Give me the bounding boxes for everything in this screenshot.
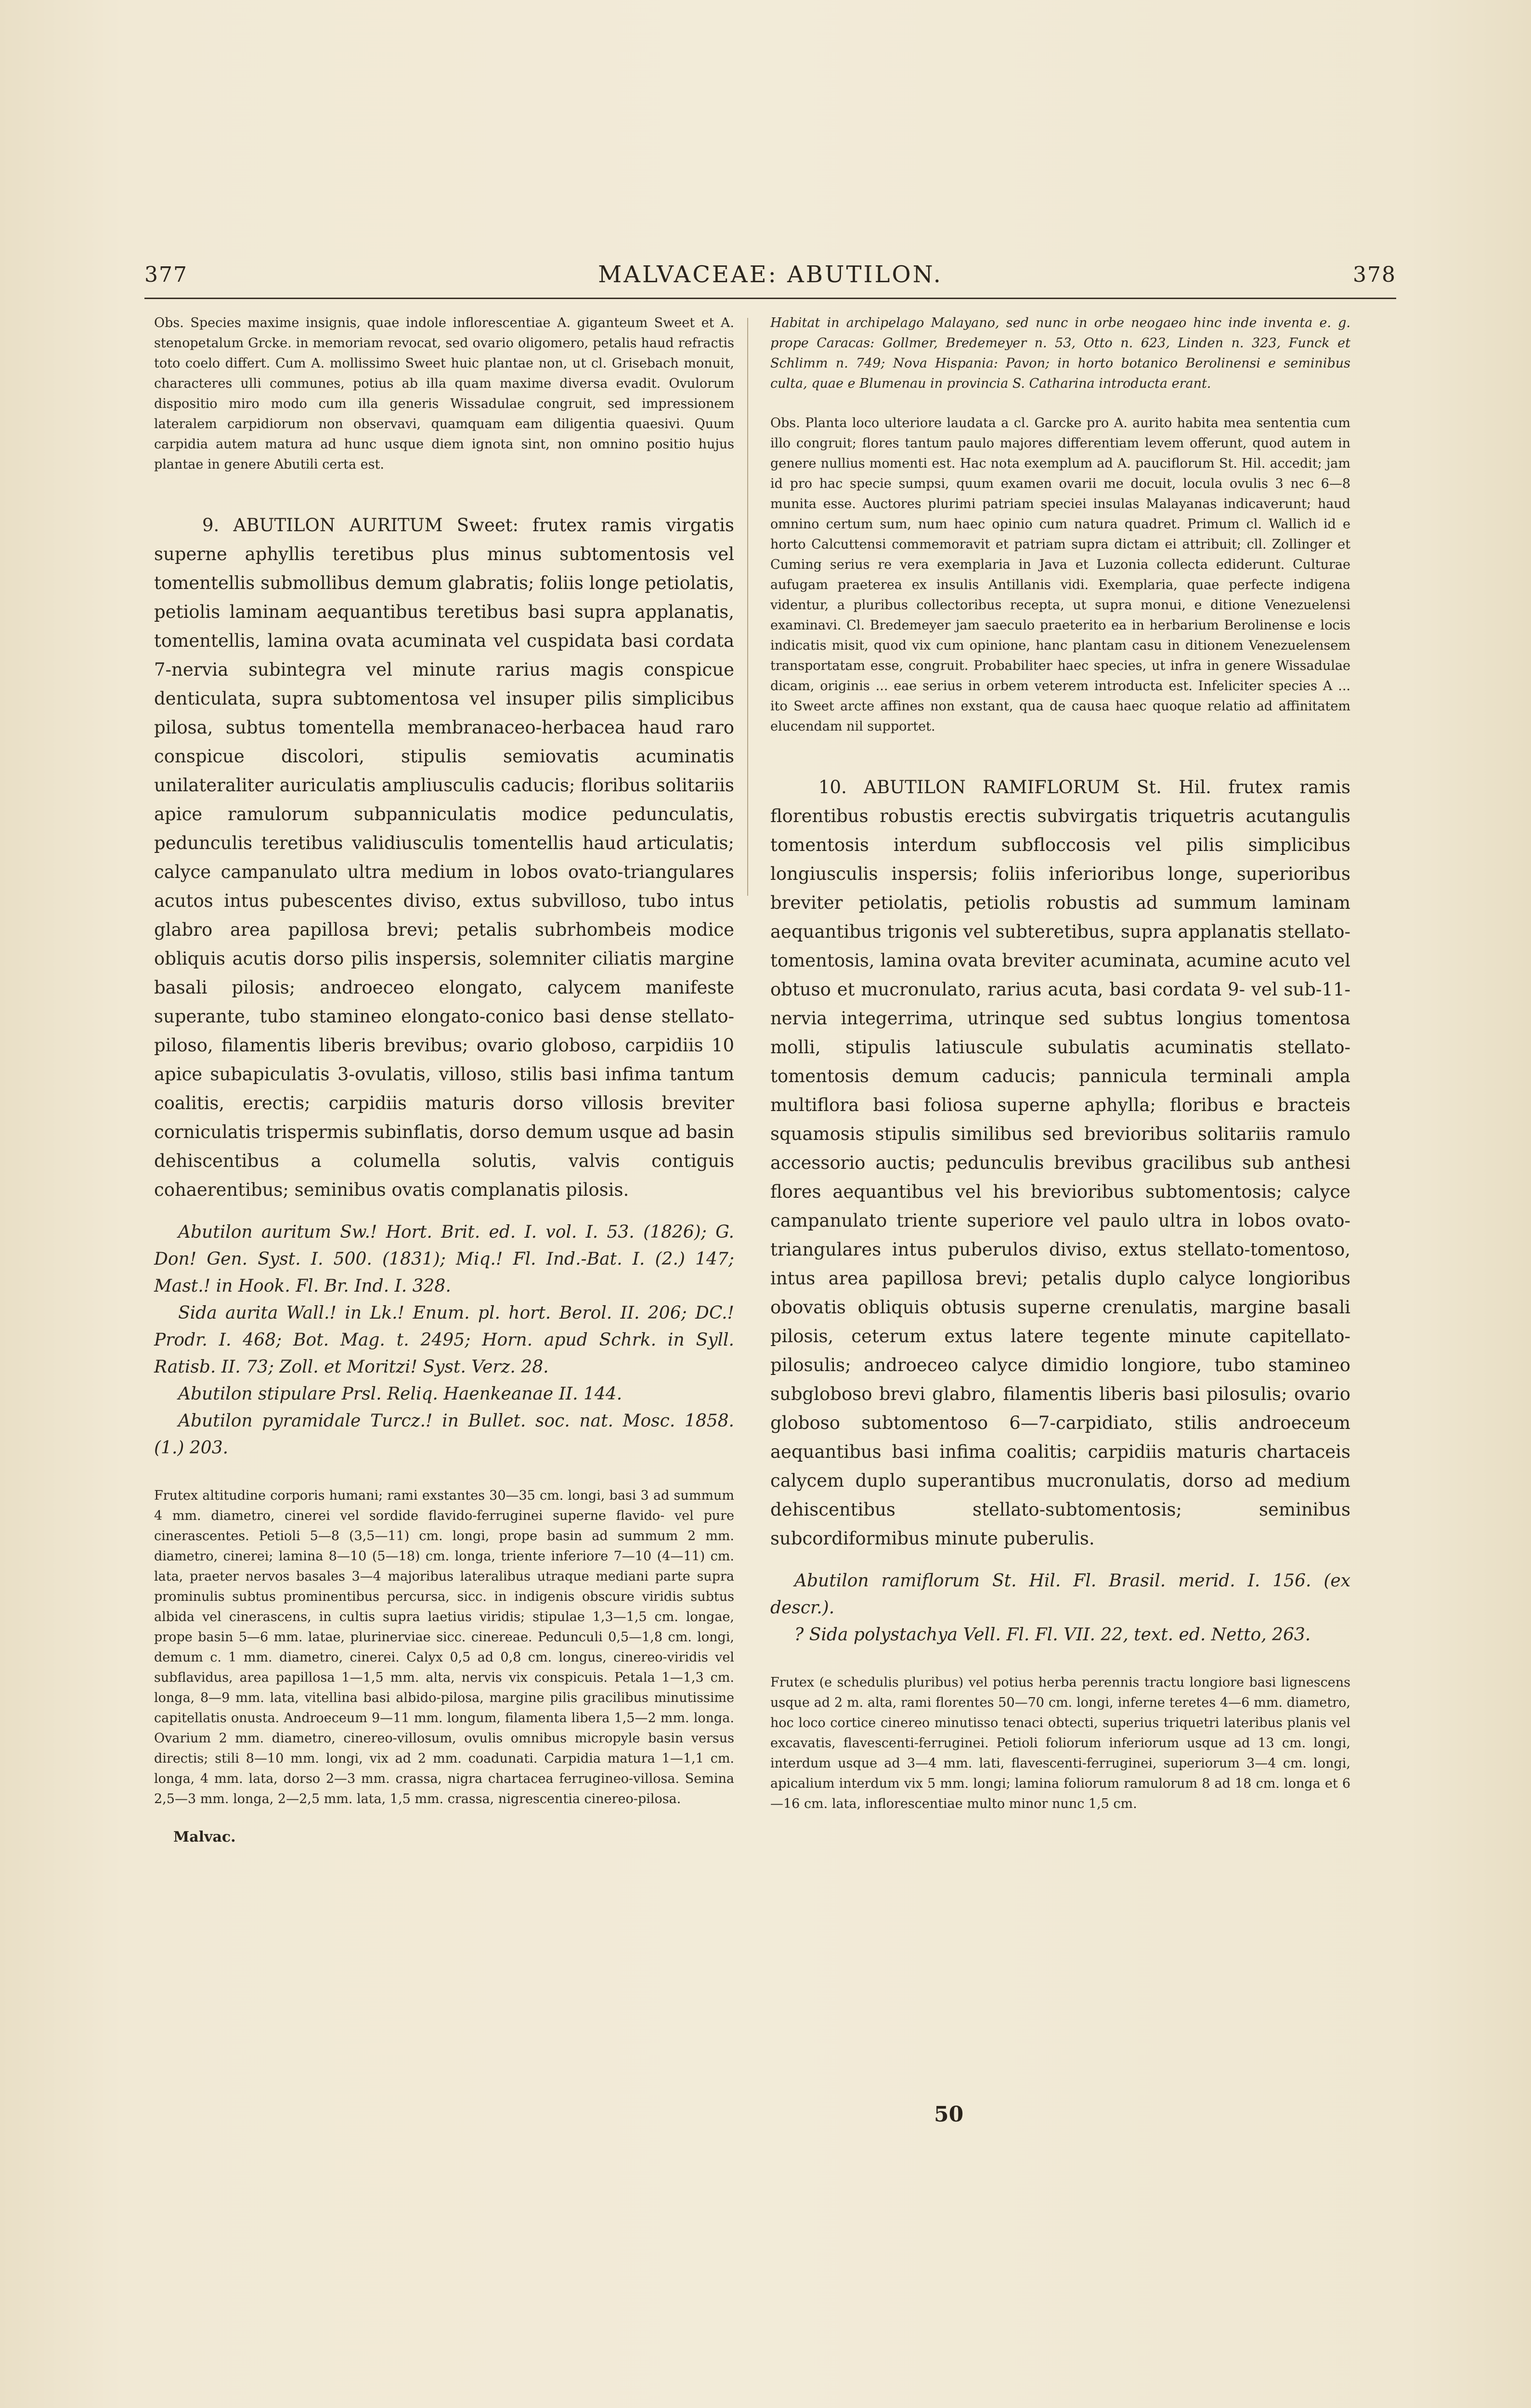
- left-column: [154, 313, 734, 1845]
- synonym-entry: Abutilon stipulare Prsl. Reliq. Haenkeanae II. 144.: [178, 1384, 623, 1404]
- signature-mark: 50: [934, 2102, 964, 2127]
- right-page-number: 378: [1353, 262, 1396, 287]
- synonym-entry: Abutilon auritum Sw.! Hort. Brit. ed. I. vol. I. 53. (1826); G. Don! Gen. Syst. I. 500. (1831); Miq.! Fl. Ind.-Bat. I. (2.) 147; Mast.! in Hook. Fl. Br. Ind. I. 328.: [154, 1222, 734, 1296]
- species-9-synonyms: [154, 1219, 734, 1462]
- obs-note-left: Obs. Species maxime insignis, quae indole inflorescentiae A. giganteum Sweet et A. stenopetalum Grcke. in memoriam revocat, sed ovario oligomero, petalis haud refractis toto coelo differt. Cum A. mollissimo Sweet huic plantae non, ut cl. Grisebach monuit, characteres ulli communes, potius ab illa quam maxime diversa evadit. Ovulorum dispositio miro modo cum illa generis Wissadulae congruit, sed impressionem lateralem carpidiorum non observavi, quamquam eam diligentia quaesivi. Quum carpidia autem matura ad hunc usque diem ignota sint, non omnino positio hujus plantae in genere Abutili certa est.: [154, 315, 734, 472]
- synonym-entry: Abutilon ramiflorum St. Hil. Fl. Brasil. merid. I. 156. (ex descr.).: [770, 1571, 1350, 1618]
- species-10-detail: Frutex (e schedulis pluribus) vel potius herba perennis tractu longiore basi lignescens usque ad 2 m. alta, rami florentes 50—70 cm. longi, inferne teretes 4—6 mm. diametro, hoc loco cortice cinereo minutisso tenaci obtecti, superius triquetri lateribus planis vel excavatis, flavescenti-ferruginei. Petioli foliorum inferiorum usque ad 13 cm. longi, interdum usque ad 3—4 mm. lati, flavescenti-ferruginei, superiorum 3—4 cm. longi, apicalium interdum vix 5 mm. longi; lamina foliorum ramulorum 8 ad 18 cm. longa et 6—16 cm. lata, inflorescentiae multo minor nunc 1,5 cm.: [770, 1675, 1350, 1811]
- synonym-entry: ? Sida polystachya Vell. Fl. Fl. VII. 22, text. ed. Netto, 263.: [794, 1625, 1311, 1645]
- right-column: [770, 313, 1350, 1814]
- running-title: MALVACEAE: ABUTILON.: [598, 261, 943, 288]
- species-9-detail: Frutex altitudine corporis humani; rami exstantes 30—35 cm. longi, basi 3 ad summum 4 mm. diametro, cinerei vel sordide flavido-ferruginei superne flavido- vel pure cinerascentes. Petioli 5—8 (3,5—11) cm. longi, prope basin ad summum 2 mm. diametro, cinerei; lamina 8—10 (5—18) cm. longa, triente inferiore 7—10 (4—11) cm. lata, praeter nervos basales 3—4 majoribus lateralibus utraque mediani parte supra prominulis subtus prominentibus percursa, sicc. in indigenis obscure viridis subtus albida vel cinerascens, in cultis supra laetius viridis; stipulae 1,3—1,5 cm. longae, prope basin 5—6 mm. latae, plurinerviae sicc. cinereae. Pedunculi 0,5—1,8 cm. longi, demum c. 1 mm. diametro, cinerei. Calyx 0,5 ad 0,8 cm. longus, cinereo-viridis vel subflavidus, area papillosa 1—1,5 mm. alta, nervis vix conspicuis. Petala 1—1,3 cm. longa, 8—9 mm. lata, vitellina basi albido-pilosa, margine pilis gracilibus minutissime capitellatis onusta. Androeceum 9—11 mm. longum, filamenta libera 1,5—2 mm. longa. Ovarium 2 mm. diametro, cinereo-villosum, ovulis omnibus micropyle basin versus directis; stili 8—10 mm. longi, vix ad 2 mm. coadunati. Carpidia matura 1—1,1 cm. longa, 4 mm. lata, dorso 2—3 mm. crassa, nigra chartacea ferrugineo-villosa. Semina 2,5—3 mm. longa, 2—2,5 mm. lata, 1,5 mm. crassa, nigrescentia cinereo-pilosa.: [154, 1488, 734, 1806]
- footer-mark: Malvac.: [173, 1829, 236, 1845]
- column-divider: [747, 318, 748, 896]
- synonym-entry: Sida aurita Wall.! in Lk.! Enum. pl. hort. Berol. II. 206; DC.! Prodr. I. 468; Bot. Mag. t. 2495; Horn. apud Schrk. in Syll. Ratisb. II. 73; Zoll. et Moritzi! Syst. Verz. 28.: [154, 1303, 734, 1377]
- header-rule: [144, 298, 1396, 299]
- obs-note-right: Obs. Planta loco ulteriore laudata a cl. Garcke pro A. aurito habita mea sententia cum illo congruit; flores tantum paulo majores differentiam levem offerunt, quod autem in genere nullius momenti est. Hac nota exemplum ad A. pauciflorum St. Hil. accedit; jam id pro hac specie sumpsi, quum examen ovarii me docuit, locula ovulis 3 nec 6—8 munita esse. Auctores plurimi patriam speciei insulas Malayanas indicaverunt; haud omnino certum sum, num haec opinio cum natura quadret. Primum cl. Wallich id e horto Calcuttensi commemoravit et patriam supra dictam ei attribuit; cll. Zollinger et Cuming serius re vera exemplaria in Java et Luzonia collecta ediderunt. Culturae aufugam praeterea ex insulis Antillanis vidi. Exemplaria, quae perfecte indigena videntur, a pluribus collectoribus recepta, ut supra monui, e ditione Venezuelensi examinavi. Cl. Bredemeyer jam saeculo praeterito ea in herbarium Berolinense e locis indicatis misit, quod vix cum opinione, hanc plantam casu in ditionem Venezuelensem transportatam esse, congruit. Probabiliter haec species, ut infra in genere Wissadulae dicam, originis ... eae serius in orbem veterem introducta est. Infeliciter species A ... ito Sweet arcte affines non exstant, qua de causa haec quoque relatio ad affinitatem elucendam nil supportet.: [770, 416, 1350, 734]
- synonym-entry: Abutilon pyramidale Turcz.! in Bullet. soc. nat. Mosc. 1858. (1.) 203.: [154, 1411, 734, 1458]
- left-page-number: 377: [144, 262, 188, 287]
- habitat-note: Habitat in archipelago Malayano, sed nunc in orbe neogaeo hinc inde inventa e. g. prope Caracas: Gollmer, Bredemeyer n. 53, Otto n. 623, Linden n. 323, Funck et Schlimm n. 749; Nova Hispania: Pavon; in horto botanico Berolinensi e seminibus culta, quae e Blumenau in provincia S. Catharina introducta erant.: [770, 315, 1350, 391]
- species-10-description: 10. ABUTILON RAMIFLORUM St. Hil. frutex ramis florentibus robustis erectis subvirgatis triquetris acutangulis tomentosis interdum subfloccosis vel pilis simplicibus longiusculis inspersis; foliis inferioribus longe, superioribus breviter petiolatis, petiolis robustis ad summum laminam aequantibus trigonis vel subteretibus, supra applanatis stellato-tomentosis, lamina ovata breviter acuminata, acumine acuto vel obtuso et mucronulato, rarius acuta, basi cordata 9- vel sub-11-nervia integerrima, utrinque sed subtus longius tomentosa molli, stipulis latiuscule subulatis acuminatis stellato-tomentosis demum caducis; pannicula terminali ampla multiflora basi foliosa superne aphylla; floribus e bracteis squamosis stipulis similibus sed brevioribus solitariis ramulo accessorio auctis; pedunculis brevibus gracilibus sub anthesi flores aequantibus vel his brevioribus subtomentosis; calyce campanulato triente superiore vel paulo ultra in lobos ovato-triangulares intus puberulos diviso, extus stellato-tomentoso, intus area papillosa brevi; petalis duplo calyce longioribus obovatis obliquis obtusis superne crenulatis, margine basali pilosis, ceterum extus latere tegente minute capitellato-pilosulis; androeceo calyce dimidio longiore, tubo stamineo subgloboso brevi glabro, filamentis liberis basi pilosulis; ovario globoso subtomentoso 6—7-carpidiato, stilis androeceum aequantibus basi infima coalitis; carpidiis maturis chartaceis calycem duplo superantibus mucronulatis, dorso ad medium dehiscentibus stellato-subtomentosis; seminibus subcordiformibus minute puberulis.: [770, 777, 1350, 1549]
- species-9-description: 9. ABUTILON AURITUM Sweet: frutex ramis virgatis superne aphyllis teretibus plus minus subtomentosis vel tomentellis submollibus demum glabratis; foliis longe petiolatis, petiolis laminam aequantibus teretibus basi supra applanatis, tomentellis, lamina ovata acuminata vel cuspidata basi cordata 7-nervia subintegra vel minute rarius magis conspicue denticulata, supra subtomentosa vel insuper pilis simplicibus pilosa, subtus tomentella membranaceo-herbacea haud raro conspicue discolori, stipulis semiovatis acuminatis unilateraliter auriculatis ampliusculis caducis; floribus solitariis apice ramulorum subpanniculatis modice pedunculatis, pedunculis teretibus validiusculis tomentellis haud articulatis; calyce campanulato ultra medium in lobos ovato-triangulares acutos intus pubescentes diviso, extus subvilloso, tubo intus glabro area papillosa brevi; petalis subrhombeis modice obliquis acutis dorso pilis inspersis, solemniter ciliatis margine basali pilosis; androeceo elongato, calycem manifeste superante, tubo stamineo elongato-conico basi dense stellato-piloso, filamentis liberis brevibus; ovario globoso, carpidiis 10 apice subapiculatis 3-ovulatis, villoso, stilis basi infima tantum coalitis, erectis; carpidiis maturis dorso villosis breviter corniculatis trispermis subinflatis, dorso demum usque ad basin dehiscentibus a columella solutis, valvis contiguis cohaerentibus; seminibus ovatis complanatis pilosis.: [154, 515, 734, 1200]
- species-10-synonyms: [770, 1568, 1350, 1649]
- page-header: [144, 255, 1396, 294]
